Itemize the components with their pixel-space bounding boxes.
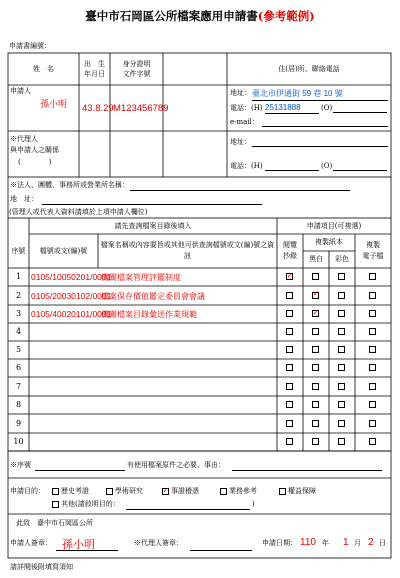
- reason-field[interactable]: [232, 469, 382, 471]
- applicant-id-number[interactable]: M123456789: [113, 103, 169, 114]
- applicant-name[interactable]: 孫小明: [40, 99, 68, 109]
- applicant-address-label: 地址：: [230, 89, 251, 97]
- row-archive-no[interactable]: 0105/10050201/0001: [31, 272, 112, 282]
- purpose-option-label: 歷史考證: [61, 487, 89, 495]
- agent-tel-o-field[interactable]: [333, 169, 387, 171]
- row-seq: 9: [15, 418, 22, 428]
- applicant-tel-o-field[interactable]: [333, 111, 387, 113]
- row-elec-checkbox[interactable]: [369, 346, 376, 353]
- row-seq: 1: [15, 272, 22, 281]
- date-year[interactable]: 110: [300, 537, 316, 548]
- row-color-checkbox[interactable]: [338, 438, 345, 445]
- row-bw-checkbox[interactable]: [312, 328, 319, 335]
- row-color-checkbox[interactable]: [338, 383, 345, 390]
- purpose-option-checkbox[interactable]: [279, 488, 286, 495]
- org-name-field[interactable]: [130, 189, 350, 191]
- agent-tel-h-label: 電話：(H): [230, 162, 263, 170]
- purpose-option-label: 事證稽憑: [171, 487, 199, 495]
- row-seq: 6: [15, 363, 22, 372]
- application-number-label: 申請書編號：: [9, 42, 51, 50]
- reason-label: 有使用檔案原件之必要，事由：: [127, 461, 225, 469]
- row-color-checkbox[interactable]: [338, 292, 345, 299]
- org-name-label: ※法人、團體、事務所或營業所名稱：: [10, 181, 129, 189]
- applicant-tel-o-label: (O): [321, 104, 333, 112]
- agent-relation-field[interactable]: ( ): [18, 158, 52, 166]
- applicant-signature-label: 申請人簽章：: [10, 539, 52, 547]
- date-label: 申請日期：: [262, 539, 297, 547]
- row-seq: 2: [15, 290, 22, 300]
- purpose-option-label: 學術研究: [115, 487, 143, 495]
- purpose-option-label: 權益保障: [288, 487, 316, 495]
- row-read-checkbox[interactable]: [286, 346, 293, 353]
- applicant-address-field[interactable]: 臺北市伊通街 59 巷 10 號: [252, 88, 388, 101]
- purpose-option-checkbox[interactable]: [106, 488, 113, 495]
- row-read-checkbox[interactable]: [286, 438, 293, 445]
- applicant-birth[interactable]: 43.8.29: [82, 103, 114, 114]
- agent-address-label: 地址：: [230, 138, 251, 146]
- applicant-tel-h-field[interactable]: 25131888: [265, 103, 319, 114]
- applicant-email-field[interactable]: [262, 125, 388, 127]
- agent-label: ※代理人: [10, 135, 38, 143]
- date-day-unit: 日: [379, 539, 386, 547]
- archive-section-title: 請先查詢檔案目錄後填入: [114, 221, 192, 230]
- row-seq: 5: [15, 345, 22, 354]
- row-read-checkbox[interactable]: [286, 310, 293, 317]
- date-month[interactable]: 1: [343, 537, 349, 548]
- row-read-checkbox[interactable]: [286, 364, 293, 371]
- row-archive-name[interactable]: 檔案保存價值鑑定委員會會議: [101, 291, 205, 301]
- row-elec-checkbox[interactable]: [369, 420, 376, 427]
- row-elec-checkbox[interactable]: [369, 383, 376, 390]
- purpose-other-label: 其他(請敘明目的：: [61, 500, 120, 508]
- row-bw-checkbox[interactable]: [312, 438, 319, 445]
- form-title: 臺中市石岡區公所檔案應用申請書(參考範例): [85, 9, 315, 23]
- row-bw-checkbox[interactable]: [312, 420, 319, 427]
- agent-relation-label: 與申請人之關係: [10, 146, 59, 154]
- row-read-checkbox[interactable]: [286, 401, 293, 408]
- row-elec-checkbox[interactable]: [369, 310, 376, 317]
- row-seq: 3: [15, 309, 22, 318]
- purpose-other-close: ): [252, 500, 255, 508]
- agent-signature-label: ※代理人簽章：: [134, 539, 183, 547]
- row-color-checkbox[interactable]: [338, 328, 345, 335]
- apply-items-title: 申請項目(可複選): [306, 221, 362, 230]
- org-note: (管理人或代表人資料請填於上項申請人欄位): [9, 208, 148, 216]
- date-day[interactable]: 2: [368, 537, 374, 548]
- row-archive-no[interactable]: 0105/40020101/0001: [31, 309, 112, 319]
- row-read-checkbox[interactable]: [286, 273, 293, 280]
- row-archive-name[interactable]: 機關檔案管理評鑑制度: [101, 273, 181, 282]
- purpose-label: 申請目的：: [10, 487, 45, 495]
- agent-signature-line[interactable]: [190, 549, 252, 551]
- row-color-checkbox[interactable]: [338, 273, 345, 280]
- row-elec-checkbox[interactable]: [369, 438, 376, 445]
- reason-prefix-label: ※序號: [10, 461, 31, 469]
- org-address-field[interactable]: [42, 203, 262, 205]
- date-month-unit: 月: [354, 539, 361, 547]
- col-address-header: 住(居)所、聯絡電話: [278, 64, 340, 73]
- row-bw-checkbox[interactable]: [312, 383, 319, 390]
- row-bw-checkbox[interactable]: [312, 401, 319, 408]
- row-color-checkbox[interactable]: [338, 401, 345, 408]
- purpose-other-checkbox[interactable]: [52, 501, 59, 508]
- row-elec-checkbox[interactable]: [369, 273, 376, 280]
- row-read-checkbox[interactable]: [286, 292, 293, 299]
- applicant-label: 申請人: [10, 87, 31, 95]
- col-copy-paper-header: 複製紙本: [315, 238, 343, 246]
- purpose-option-checkbox[interactable]: [220, 488, 227, 495]
- row-elec-checkbox[interactable]: [369, 328, 376, 335]
- row-bw-checkbox[interactable]: [312, 364, 319, 371]
- row-bw-checkbox[interactable]: [312, 346, 319, 353]
- purpose-option-checkbox[interactable]: [162, 488, 169, 495]
- col-read-header: 閱覽 抄錄: [283, 240, 297, 260]
- row-seq: 4: [15, 327, 22, 336]
- col-copy-elec-header: 複製 電子檔: [362, 240, 384, 260]
- row-elec-checkbox[interactable]: [369, 401, 376, 408]
- row-color-checkbox[interactable]: [338, 364, 345, 371]
- row-seq: 7: [15, 381, 22, 391]
- agent-tel-o-label: (O): [321, 162, 333, 170]
- addressee: 此致 臺中市石岡區公所: [16, 519, 93, 527]
- applicant-tel-h-label: 電話：(H): [230, 104, 263, 112]
- row-archive-no[interactable]: 0105/20030102/0001: [31, 290, 112, 301]
- col-archive-name-header: 檔案名稱或內容要旨或其他可供查詢檔號或文(編)號之資訊: [100, 240, 275, 260]
- purpose-option-label: 業務參考: [229, 487, 257, 495]
- row-color-checkbox[interactable]: [338, 346, 345, 353]
- col-name-header: 姓 名: [33, 64, 54, 73]
- col-color-header: 彩色: [335, 255, 349, 263]
- row-seq: 8: [15, 400, 22, 409]
- row-bw-checkbox[interactable]: [312, 273, 319, 280]
- col-birth-header: 出 生 年月日: [84, 59, 105, 78]
- row-seq: 10: [13, 437, 24, 446]
- org-address-label: 地 址：: [10, 195, 38, 203]
- row-bw-checkbox[interactable]: [312, 292, 319, 299]
- agent-tel-h-field[interactable]: [265, 169, 319, 171]
- reason-seq-field[interactable]: [35, 469, 125, 471]
- date-year-unit: 年: [322, 539, 329, 547]
- col-seq-header: 序號: [11, 246, 26, 255]
- footer-note: 請詳閱後附填寫須知: [10, 563, 73, 571]
- row-elec-checkbox[interactable]: [369, 292, 376, 299]
- row-read-checkbox[interactable]: [286, 420, 293, 427]
- row-read-checkbox[interactable]: [286, 383, 293, 390]
- col-id-header: 身分證明 文件字號: [122, 59, 151, 78]
- purpose-other-field[interactable]: [126, 508, 250, 510]
- row-color-checkbox[interactable]: [338, 420, 345, 427]
- purpose-option-checkbox[interactable]: [52, 488, 59, 495]
- row-color-checkbox[interactable]: [338, 310, 345, 317]
- col-archive-no-header: 檔號或文(編)號: [39, 246, 88, 255]
- row-bw-checkbox[interactable]: [312, 310, 319, 317]
- col-bw-header: 黑白: [309, 255, 323, 263]
- row-archive-name[interactable]: 機關檔案目錄彙送作業規範: [101, 310, 197, 319]
- applicant-signature-line: [56, 549, 118, 551]
- row-read-checkbox[interactable]: [286, 328, 293, 335]
- row-elec-checkbox[interactable]: [369, 364, 376, 371]
- applicant-email-label: e-mail：: [230, 118, 259, 126]
- applicant-signature[interactable]: 孫小明: [62, 539, 95, 551]
- agent-address-field[interactable]: [252, 145, 388, 147]
